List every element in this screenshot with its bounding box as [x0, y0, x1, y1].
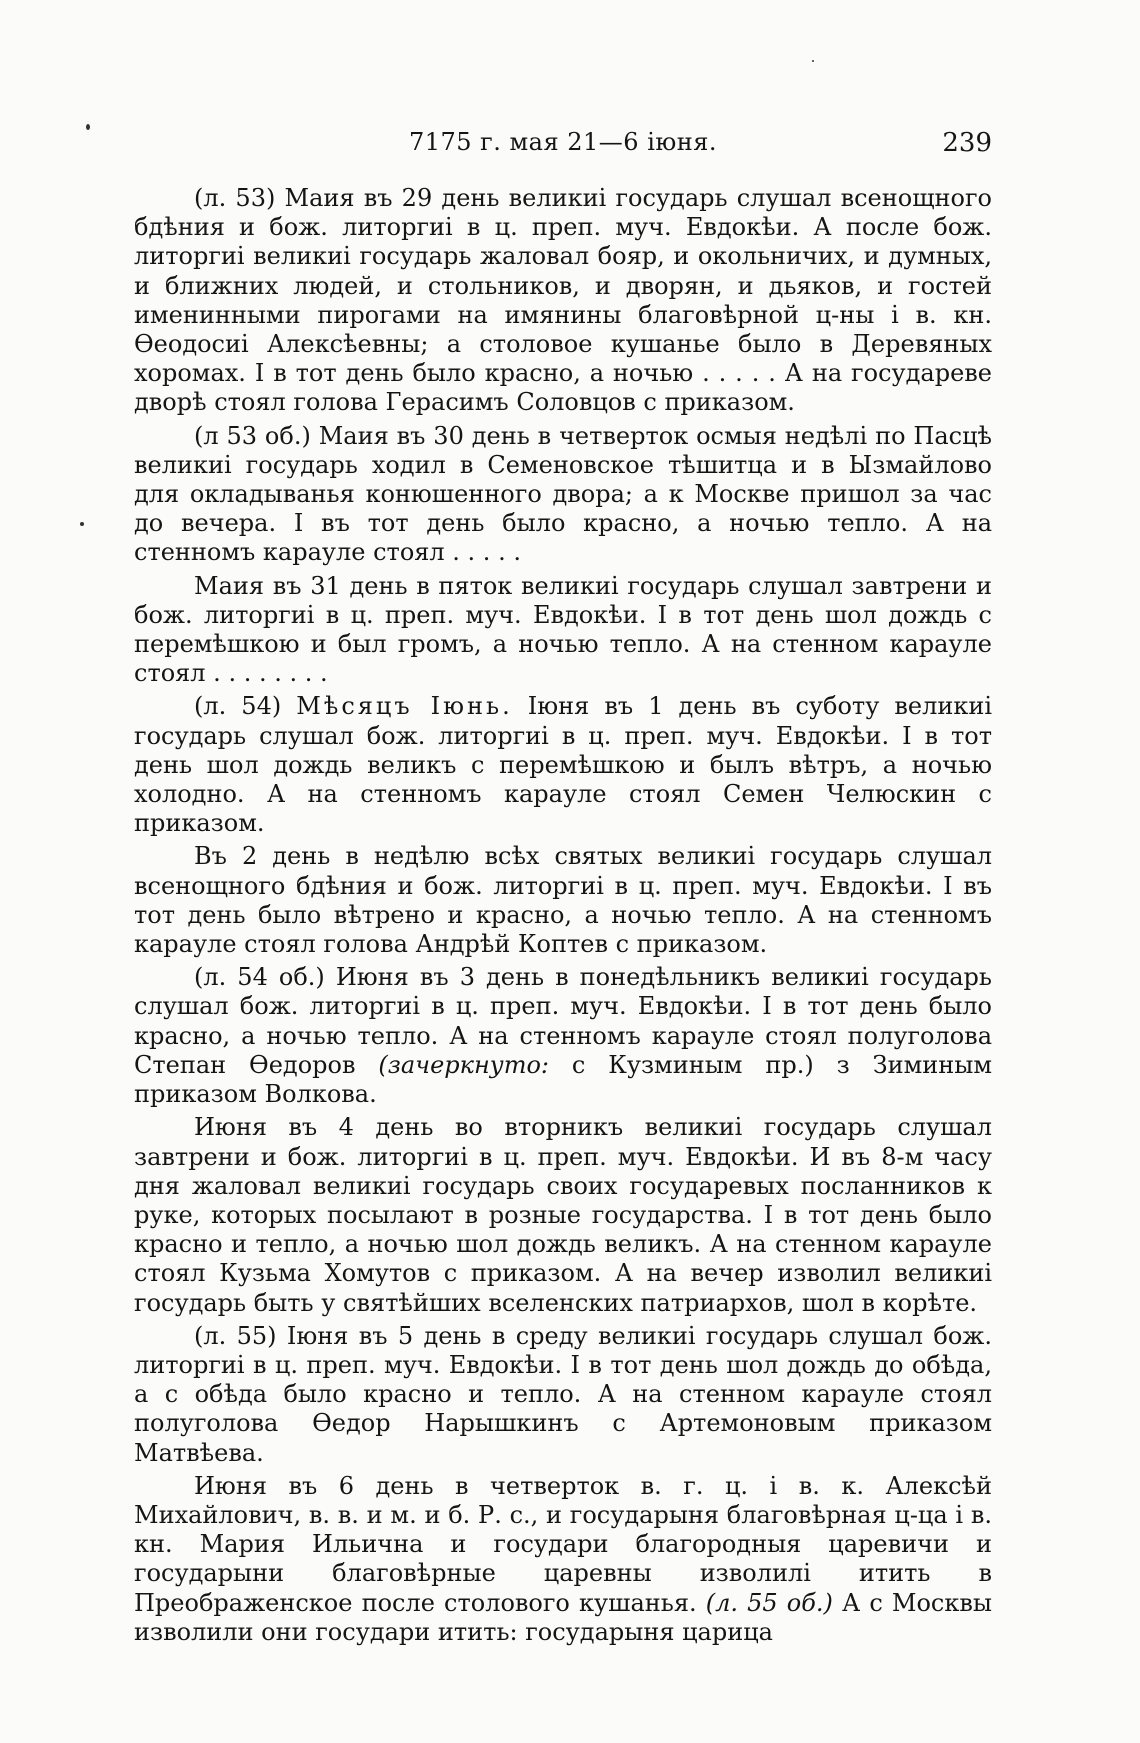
paragraph-text: А с Москвы изволили они государи итить: государыня царица [134, 1588, 992, 1646]
paragraph-text: (л. 53) Маия въ 29 день великиі государь слушал всенощного бдѣния и бож. литоргиі в ц. преп. муч. Евдокѣи. А после бож. литоргиі великиі государь жаловал бояр, и окольничих, и думных, и ближних людей, и стольников, и дворян, и дьяков, и гостей именинными пирогами на имянины благовѣрной ц-ны і в. кн. Ѳеодосиі Алексѣевны; а столовое кушанье было в Деревяных хоромах. І в тот день было красно, а ночью . . . . . А на государеве дворѣ стоял голова Герасимъ Соловцов с приказом. [134, 184, 992, 417]
month-heading: Мѣсяцъ Іюнь. [296, 692, 513, 721]
paragraph [134, 1472, 992, 1647]
paragraph [134, 1113, 992, 1317]
page-header [134, 128, 992, 164]
paragraph-text: Іюня въ 1 день въ суботу великиі государь слушал бож. литоргиі в ц. преп. муч. Евдокѣи. І в тот день шол дождь великъ с перемѣшкою и былъ вѣтръ, а ночью холодно. А на стенномъ карауле стоял Семен Челюскин с приказом. [134, 692, 993, 838]
page-number: 239 [942, 128, 992, 158]
paragraph [134, 692, 992, 838]
body-text [134, 184, 992, 1647]
paragraph-text: Июня въ 4 день во вторникъ великиі государь слушал завтрени и бож. литоргиі в ц. преп. муч. Евдокѣи. И въ 8-м часу дня жаловал великиі государь своих государевых посланников к руке, которых посылают в розные государства. І в тот день было красно и тепло, а ночью шол дождь великъ. А на стенном карауле стоял Кузьма Хомутов с приказом. А на вечер изволил великиі государь быть у святѣйших вселенских патриархов, шол в корѣте. [134, 1113, 992, 1317]
paragraph-text: (л. 54 об.) Июня въ 3 день в понедѣльникъ великиі государь слушал бож. литоргиі в ц. преп. муч. Евдокѣи. І в тот день было красно, а ночью тепло. А на стенномъ карауле стоял полуголова Степан Ѳедоров [134, 963, 992, 1079]
paragraph-text: Июня въ 6 день в четверток в. г. ц. і в. к. Алексѣй Михайлович, в. в. и м. и б. Р. с., и государыня благовѣрная ц-ца і в. кн. Мария Ильична и государи благородныя царевичи и государыни благовѣрные царевны изволилі итить в Преображенское после столового кушанья. [134, 1471, 992, 1617]
paragraph [134, 1322, 992, 1468]
paragraph [134, 963, 992, 1109]
folio-ref: (л. 55 об.) [705, 1588, 833, 1617]
paragraph [134, 842, 992, 959]
scan-speck [812, 60, 814, 62]
paragraph-text: Въ 2 день в недѣлю всѣх святых великиі государь слушал всенощного бдѣния и бож. литоргиі в ц. преп. муч. Евдокѣи. І въ тот день было вѣтрено и красно, а ночью тепло. А на стенномъ карауле стоял голова Андрѣй Коптев с приказом. [134, 842, 992, 959]
paragraph-text: (л. 55) Іюня въ 5 день в среду великиі государь слушал бож. литоргиі в ц. преп. муч. Евдокѣи. І в тот день шол дождь до обѣда, а с обѣда было красно и тепло. А на стенном карауле стоял полуголова Ѳедор Нарышкинъ с Артемоновым приказом Матвѣева. [134, 1321, 992, 1467]
paragraph [134, 572, 992, 689]
paragraph [134, 184, 992, 418]
folio-ref: (л. 54) [194, 692, 297, 721]
scan-speck [80, 522, 84, 526]
paragraph-text: с Кузминым пр.) з Зиминым приказом Волкова. [134, 1050, 992, 1109]
running-title: 7175 г. мая 21—6 іюня. [408, 128, 718, 156]
editorial-note: (зачеркнуто: [378, 1050, 550, 1079]
paragraph-text: Маия въ 31 день в пяток великиі государь слушал завтрени и бож. литоргиі в ц. преп. муч. Евдокѣи. І в тот день шол дождь с перемѣшкою и был громъ, а ночью тепло. А на стенном карауле стоял . . . . . . . . [134, 571, 992, 688]
paragraph-text: (л 53 об.) Маия въ 30 день в четверток осмыя недѣлі по Пасцѣ великиі государь ходил в Семеновское тѣшитца и в Ызмайлово для окладыванья конюшенного двора; а к Москве пришол за час до вечера. І въ тот день было красно, а ночью тепло. А на стенномъ карауле стоял . . . . . [134, 421, 992, 567]
paragraph [134, 422, 992, 568]
scan-speck [86, 124, 90, 130]
